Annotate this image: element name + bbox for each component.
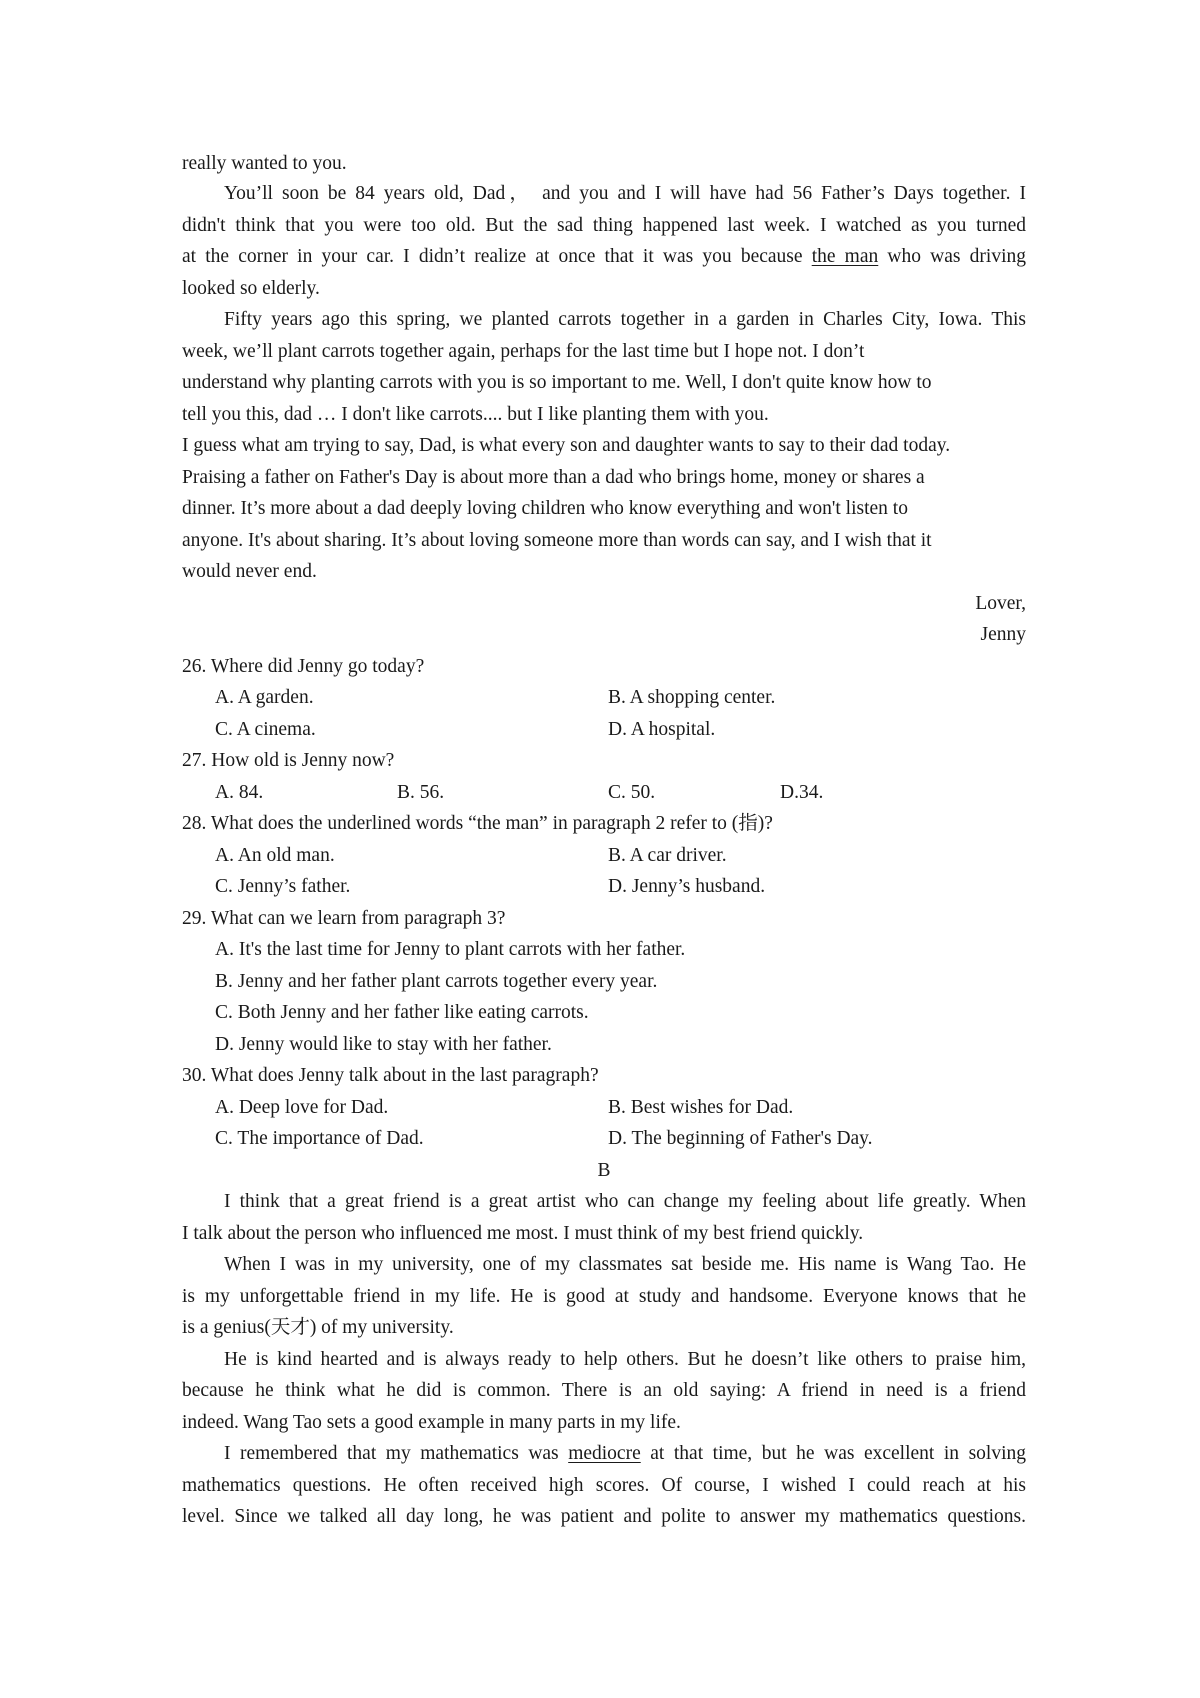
question-27-stem: 27. How old is Jenny now?	[182, 750, 395, 771]
q27-option-d: D.34.	[780, 782, 824, 803]
passage-b-p3-line: indeed. Wang Tao sets a good example in many parts in my life.	[182, 1412, 681, 1433]
passage-a-p3-line: understand why planting carrots with you is so important to me. Well, I don't quite know how to	[182, 372, 932, 393]
q26-option-d: D. A hospital.	[608, 719, 716, 740]
q26-option-a: A. A garden.	[215, 687, 314, 708]
passage-a-p2-line: You’ll soon be 84 years old, Dad， and you and I will have had 56 Father’s Days together. I	[224, 183, 1026, 204]
q28-option-d: D. Jenny’s husband.	[608, 876, 766, 897]
passage-a-p3-line: tell you this, dad … I don't like carrots.... but I like planting them with you.	[182, 404, 769, 425]
q28-option-b: B. A car driver.	[608, 845, 727, 866]
question-29-stem: 29. What can we learn from paragraph 3?	[182, 908, 506, 929]
q27-option-b: B. 56.	[397, 782, 445, 803]
passage-b-p1-line: I think that a great friend is a great artist who can change my feeling about life greatly. When	[224, 1191, 1026, 1212]
q30-option-c: C. The importance of Dad.	[215, 1128, 424, 1149]
q26-option-b: B. A shopping center.	[608, 687, 776, 708]
passage-b-p4-line: level. Since we talked all day long, he was patient and polite to answer my mathematics questions.	[182, 1506, 1026, 1527]
passage-a-p2-line: looked so elderly.	[182, 278, 320, 299]
passage-a-p4-line: Praising a father on Father's Day is about more than a dad who brings home, money or shares a	[182, 467, 925, 488]
section-b-heading: B	[597, 1160, 611, 1181]
underlined-mediocre: mediocre	[568, 1443, 641, 1464]
q30-option-d: D. The beginning of Father's Day.	[608, 1128, 873, 1149]
text-run: who was driving	[878, 246, 1026, 267]
q29-option-c: C. Both Jenny and her father like eating carrots.	[215, 1002, 589, 1023]
q30-option-b: B. Best wishes for Dad.	[608, 1097, 794, 1118]
passage-a-p4-line: would never end.	[182, 561, 317, 582]
passage-a-p4-line: dinner. It’s more about a dad deeply loving children who know everything and won't listen to	[182, 498, 908, 519]
passage-a-line: really wanted to you.	[182, 153, 347, 174]
q28-option-c: C. Jenny’s father.	[215, 876, 351, 897]
passage-b-p2-line: is my unforgettable friend in my life. He is good at study and handsome. Everyone knows that he	[182, 1286, 1026, 1307]
q29-option-a: A. It's the last time for Jenny to plant carrots with her father.	[215, 939, 686, 960]
passage-a-p4-line: anyone. It's about sharing. It’s about loving someone more than words can say, and I wish that it	[182, 530, 932, 551]
text-run: I remembered that my mathematics was	[224, 1443, 569, 1464]
letter-closing: Lover,	[975, 593, 1026, 614]
question-28-stem: 28. What does the underlined words “the man” in paragraph 2 refer to (指)?	[182, 813, 773, 834]
q30-option-a: A. Deep love for Dad.	[215, 1097, 389, 1118]
text-run: at the corner in your car. I didn’t realize at once that it was you because	[182, 246, 812, 267]
passage-b-p3-line: because he think what he did is common. There is an old saying: A friend in need is a friend	[182, 1380, 1026, 1401]
passage-b-p2-line: When I was in my university, one of my classmates sat beside me. His name is Wang Tao. He	[224, 1254, 1026, 1275]
q28-option-a: A. An old man.	[215, 845, 335, 866]
passage-b-p4-line: mathematics questions. He often received high scores. Of course, I wished I could reach at his	[182, 1475, 1026, 1496]
passage-b-p1-line: I talk about the person who influenced me most. I must think of my best friend quickly.	[182, 1223, 864, 1244]
passage-a-p2-line	[182, 244, 1026, 270]
passage-b-p4-line	[224, 1441, 1026, 1467]
question-30-stem: 30. What does Jenny talk about in the last paragraph?	[182, 1065, 599, 1086]
q29-option-b: B. Jenny and her father plant carrots together every year.	[215, 971, 658, 992]
passage-a-p2-line: didn't think that you were too old. But the sad thing happened last week. I watched as you turned	[182, 215, 1026, 236]
passage-b-p2-line: is a genius(天才) of my university.	[182, 1317, 454, 1338]
q26-option-c: C. A cinema.	[215, 719, 316, 740]
letter-signature: Jenny	[980, 624, 1026, 645]
passage-a-p3-line: Fifty years ago this spring, we planted carrots together in a garden in Charles City, Iowa. This	[224, 309, 1026, 330]
passage-b-p3-line: He is kind hearted and is always ready to help others. But he doesn’t like others to praise him,	[224, 1349, 1026, 1370]
q29-option-d: D. Jenny would like to stay with her father.	[215, 1034, 552, 1055]
question-26-stem: 26. Where did Jenny go today?	[182, 656, 425, 677]
q27-option-a: A. 84.	[215, 782, 264, 803]
passage-a-p4-line: I guess what am trying to say, Dad, is what every son and daughter wants to say to their dad today.	[182, 435, 951, 456]
passage-a-p3-line: week, we’ll plant carrots together again, perhaps for the last time but I hope not. I don’t	[182, 341, 865, 362]
underlined-the-man: the man	[811, 246, 879, 267]
q27-option-c: C. 50.	[608, 782, 656, 803]
text-run: at that time, but he was excellent in solving	[640, 1443, 1027, 1464]
